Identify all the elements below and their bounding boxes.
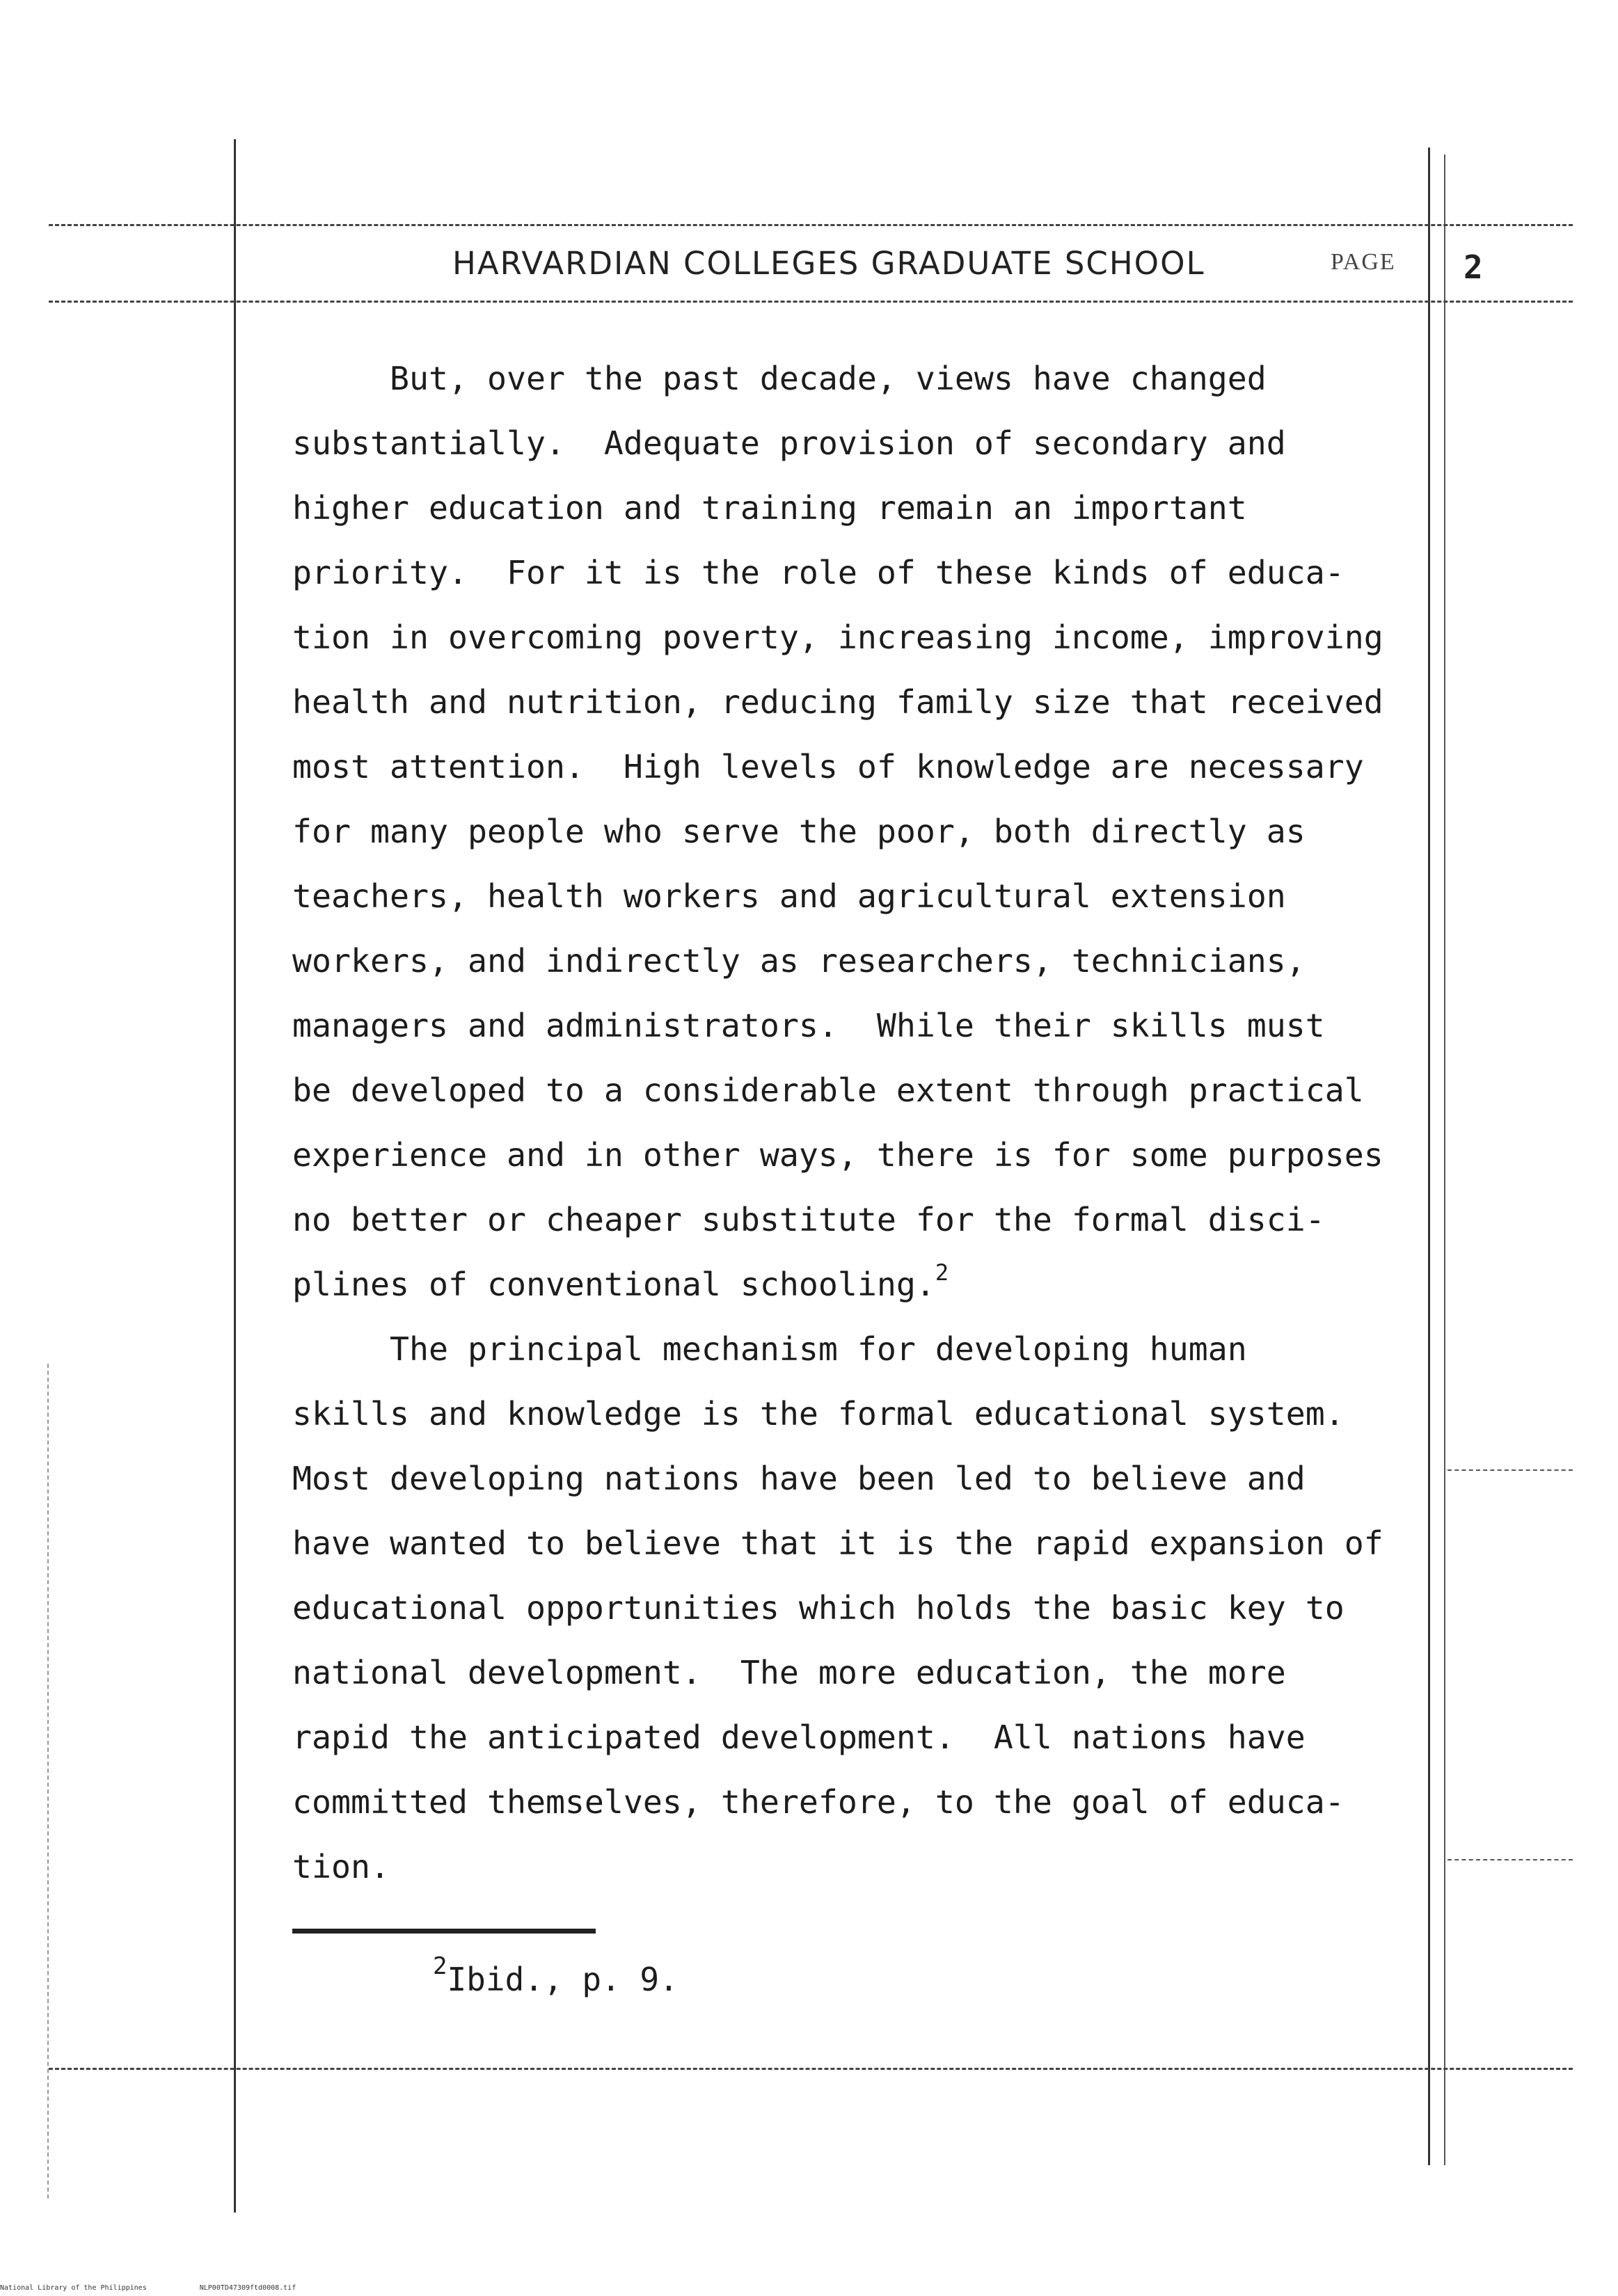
footnote-text: Ibid., p. 9.: [447, 1961, 679, 1998]
text-line-with-footnote: [292, 1252, 1427, 1317]
footnote: [433, 1952, 679, 1998]
text-line: higher education and training remain an important: [292, 489, 1247, 527]
text-line: workers, and indirectly as researchers, technicians,: [292, 942, 1306, 980]
right-gutter-mark-2: [1448, 1859, 1573, 1860]
page-box-right-line: [1444, 154, 1445, 2165]
text-line: But, over the past decade, views have changed: [292, 360, 1267, 397]
text-line: skills and knowledge is the formal educational system.: [292, 1395, 1345, 1433]
text-line: plines of conventional schooling.: [292, 1266, 935, 1303]
left-margin-line: [234, 139, 236, 2213]
text-line: The principal mechanism for developing human: [292, 1330, 1247, 1368]
text-line: national development. The more education, the more: [292, 1654, 1286, 1691]
text-line: health and nutrition, reducing family size that received: [292, 683, 1383, 721]
archive-stamp: [0, 2284, 344, 2292]
text-line: tion.: [292, 1848, 390, 1886]
page-label: PAGE: [1331, 249, 1396, 275]
footnote-separator: [292, 1929, 596, 1934]
header-top-line: [49, 224, 1573, 226]
header-bottom-line: [49, 301, 1573, 303]
text-line: most attention. High levels of knowledge are necessary: [292, 748, 1364, 786]
text-line: teachers, health workers and agricultural extension: [292, 877, 1286, 915]
text-line: experience and in other ways, there is for some purposes: [292, 1136, 1383, 1174]
text-line: tion in overcoming poverty, increasing income, improving: [292, 619, 1383, 656]
archive-library: National Library of the Philippines: [0, 2284, 147, 2292]
text-line: no better or cheaper substitute for the formal disci-: [292, 1201, 1325, 1238]
footnote-marker: 2: [433, 1952, 447, 1980]
text-line: have wanted to believe that it is the rapid expansion of: [292, 1524, 1383, 1562]
text-line: for many people who serve the poor, both directly as: [292, 813, 1306, 850]
outer-left-dashed-line: [47, 1364, 49, 2199]
text-line: managers and administrators. While their skills must: [292, 1007, 1325, 1044]
page-bottom-line: [49, 2068, 1573, 2070]
text-line: substantially. Adequate provision of secondary and: [292, 424, 1286, 462]
school-name-heading: HARVARDIAN COLLEGES GRADUATE SCHOOL: [452, 245, 1205, 282]
text-line: Most developing nations have been led to believe and: [292, 1460, 1306, 1497]
page-number: 2: [1464, 248, 1483, 286]
right-gutter-mark-1: [1448, 1469, 1573, 1471]
archive-file: NLP00TD47309ftd0008.tif: [199, 2284, 296, 2292]
footnote-reference: 2: [935, 1259, 949, 1286]
text-line: be developed to a considerable extent through practical: [292, 1071, 1364, 1109]
text-line: priority. For it is the role of these kinds of educa-: [292, 554, 1345, 591]
right-margin-line: [1428, 148, 1430, 2165]
text-line: committed themselves, therefore, to the goal of educa-: [292, 1783, 1345, 1821]
text-line: rapid the anticipated development. All nations have: [292, 1719, 1306, 1756]
body-text: [292, 346, 1427, 1899]
text-line: educational opportunities which holds the basic key to: [292, 1589, 1345, 1627]
